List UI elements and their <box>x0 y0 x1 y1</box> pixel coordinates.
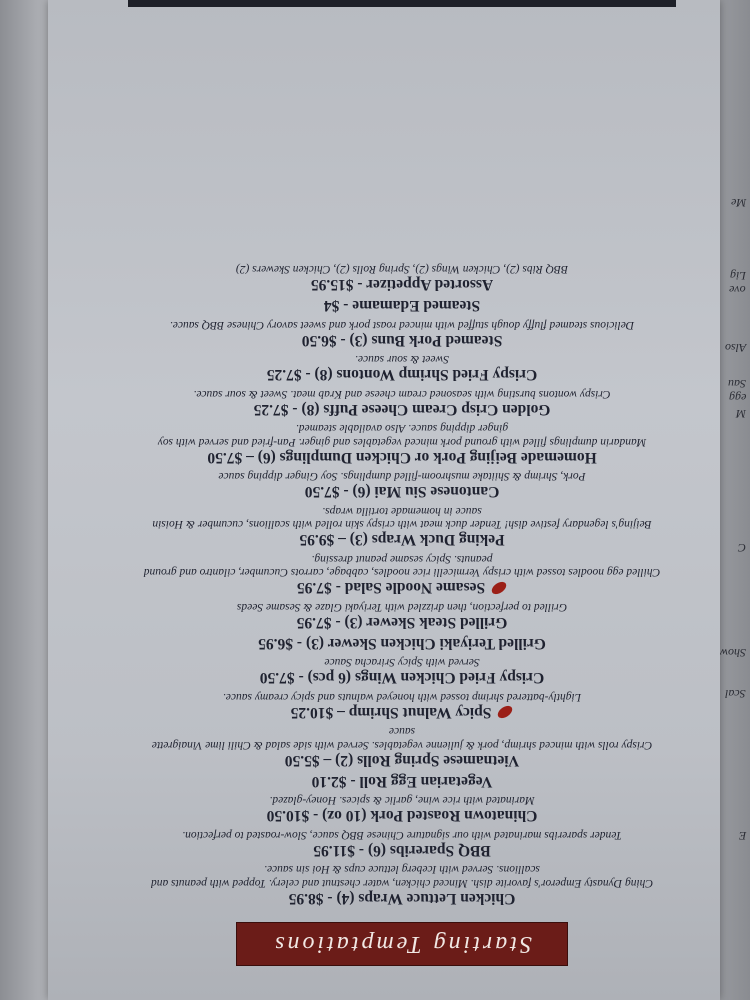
edge-fragment: C <box>737 541 746 555</box>
top-border-rule <box>128 0 676 7</box>
menu-item-description: Lightly-battered shrimp tossed with honeyed walnuts and spicy creamy sauce. <box>222 691 582 703</box>
menu-item-name-price: Steamed Pork Buns (3) - $6.50 <box>301 332 503 349</box>
menu-item-description: Pork, Shrimp & Shiitake mushroom-filled dumplings. Soy Ginger dipping sauce <box>218 470 586 483</box>
menu-item-name-price: Chinatown Roasted Pork (10 oz) - $10.50 <box>266 807 538 825</box>
chili-pepper-icon <box>496 705 515 721</box>
menu-item-title <box>132 751 672 770</box>
menu-item <box>132 724 672 770</box>
menu-item <box>132 552 672 598</box>
edge-fragment: Me <box>730 196 746 210</box>
edge-fragment: egg <box>728 391 746 405</box>
menu-item-description: Mandarin dumplings filled with ground pork minced vegetables and ginger. Pan-fried and served with soy ginger dipping sauce. Also available steamed. <box>157 422 647 448</box>
menu-item-title <box>132 703 672 722</box>
menu-item-title <box>132 634 672 653</box>
menu-item-name-price: Crispy Fried Chicken Wings (6 pcs) - $7.50 <box>259 669 545 687</box>
section-title-banner: Starting Temptations <box>236 922 568 966</box>
menu-item-name-price: Peking Duck Wraps (3) – $9.95 <box>299 531 505 549</box>
menu-item-name-price: Homemade Beijing Pork or Chicken Dumplings (6) – $7.50 <box>207 449 597 466</box>
menu-item <box>132 655 672 688</box>
menu-item-description: Chilled egg noodles tossed with crispy Vermicelli rice noodles, cabbage, carrots Cucumber, cilantro and ground peanuts. Spicy sesame peanut dressing. <box>143 553 661 579</box>
menu-item-name-price: BBQ Spareribs (6) - $11.95 <box>313 842 491 859</box>
menu-item-description: Crispy wontons bursting with seasoned cream cheese and Krab meat. Sweet & sour sauce. <box>193 388 611 400</box>
menu-item-title <box>132 807 672 826</box>
menu-items-list <box>132 262 672 908</box>
menu-item-name-price: Chicken Lettuce Wraps (4) - $8.95 <box>288 890 516 907</box>
edge-fragment: Scal <box>725 687 746 701</box>
menu-item-title <box>132 772 672 791</box>
menu-item-title <box>132 331 672 350</box>
menu-item-title <box>132 276 672 295</box>
menu-item-title <box>132 297 672 316</box>
menu-item <box>132 600 672 633</box>
menu-item-name-price: Vegetarian Egg Roll - $2.10 <box>311 773 493 790</box>
menu-item-description: Marinated with rice wine, garlic & spices. Honey-glazed. <box>269 794 535 807</box>
menu-item <box>132 828 672 861</box>
menu-item-title <box>132 531 672 550</box>
menu-item <box>132 421 672 467</box>
menu-item-name-price: Sesame Noodle Salad - $7.95 <box>296 579 486 597</box>
menu-item-name-price: Grilled Steak Skewer (3) - $7.95 <box>296 614 508 631</box>
menu-item <box>132 387 672 420</box>
edge-fragment: Sau <box>728 377 746 391</box>
menu-item-name-price: Vietnamese Spring Rolls (2) – $5.50 <box>284 752 520 769</box>
menu-item <box>132 793 672 826</box>
menu-item <box>132 469 672 502</box>
menu-item <box>132 352 672 385</box>
edge-fragment: E <box>738 829 746 843</box>
menu-item-name-price: Crispy Fried Shrimp Wontons (8) - $7.25 <box>266 366 538 384</box>
menu-item <box>132 690 672 723</box>
menu-item-name-price: Cantonese Siu Mai (6) - $7.50 <box>304 483 500 501</box>
menu-item <box>132 634 672 653</box>
menu-item-title <box>132 613 672 632</box>
menu-item-title <box>132 483 672 502</box>
menu-item-name-price: Assorted Appetizer - $15.95 <box>310 276 494 294</box>
menu-sheet <box>48 0 720 1000</box>
menu-item <box>132 318 672 351</box>
menu-item <box>132 297 672 316</box>
edge-fragment: M <box>736 407 746 421</box>
menu-item-description: Tender spareribs marinated with our signature Chinese BBQ sauce, Slow-roasted to perfection. <box>182 829 622 841</box>
menu-item-description: Beijing's legendary festive dish! Tender duck meat with crispy skin rolled with scallions, cucumber & Hoisin sauce in homemade tortilla wraps. <box>152 505 652 531</box>
menu-item-description: BBQ Ribs (2), Chicken Wings (2), Spring Rolls (2), Chicken Skewers (2) <box>235 263 569 276</box>
menu-item-description: Grilled to perfection, then drizzled with Teriyaki Glaze & Sesame Seeds <box>236 601 568 613</box>
menu-item-description: Served with Spicy Sriracha Sauce <box>324 656 480 669</box>
menu-item-name-price: Spicy Walnut Shrimp – $10.25 <box>290 704 492 721</box>
menu-item <box>132 262 672 295</box>
menu-item-title <box>132 669 672 688</box>
menu-item-description: Crispy rolls with minced shrimp, pork & julienne vegetables. Served with side salad & Chili lime Vinaigrette sauce <box>151 725 653 751</box>
menu-item <box>132 862 672 908</box>
edge-fragment: Show <box>719 646 746 660</box>
chili-pepper-icon <box>490 580 509 596</box>
menu-item-name-price: Golden Crisp Cream Cheese Puffs (8) - $7.25 <box>253 401 551 418</box>
menu-item-description: Ching Dynasty Emperor's favorite dish. Minced chicken, water chestnut and celery. Topped with peanuts and scallions. Served with Iceberg lettuce cups & Hoi sin sauce. <box>150 863 654 889</box>
menu-content-upside-down <box>132 92 672 972</box>
menu-item <box>132 504 672 550</box>
menu-item-title <box>132 448 672 467</box>
menu-item-title <box>132 366 672 385</box>
menu-item-name-price: Steamed Edamame - $4 <box>323 297 481 315</box>
menu-item-title <box>132 579 672 598</box>
menu-item-title <box>132 841 672 860</box>
edge-fragment: Also <box>724 341 746 355</box>
menu-item-name-price: Grilled Teriyaki Chicken Skewer (3) - $6.95 <box>258 635 546 652</box>
menu-item-description: Sweet & sour sauce. <box>355 353 449 366</box>
edge-fragment: Lig <box>729 269 746 283</box>
menu-item-title <box>132 400 672 419</box>
menu-item-title <box>132 889 672 908</box>
edge-fragment: ove <box>729 283 746 297</box>
menu-item <box>132 772 672 791</box>
menu-item-description: Delicious steamed fluffy dough stuffed with minced roast pork and sweet savory Chinese BBQ sauce. <box>169 319 635 331</box>
